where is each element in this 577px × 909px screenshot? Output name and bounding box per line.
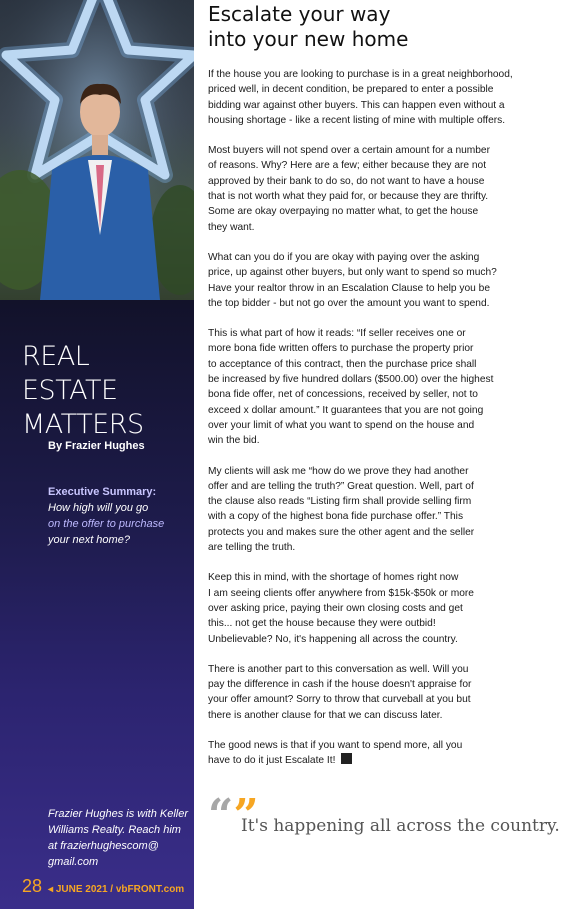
paragraph-line: Keep this in mind, with the shortage of homes right now bbox=[208, 572, 459, 584]
paragraph-line: have to do it just Escalate It! bbox=[208, 755, 336, 767]
paragraph-line-wrap bbox=[208, 753, 533, 768]
summary-label: Executive Summary: bbox=[48, 486, 157, 498]
paragraph-line: there is another clause for that we can discuss later. bbox=[208, 709, 443, 721]
byline: By Frazier Hughes bbox=[48, 440, 145, 452]
article-paragraph bbox=[208, 67, 533, 128]
article-paragraph bbox=[208, 326, 533, 448]
paragraph-line: with a copy of the highest bona fide purchase offer.” This bbox=[208, 511, 464, 523]
bio-line: at frazierhughescom@ bbox=[48, 840, 159, 852]
column-title-line: REAL ESTATE bbox=[22, 341, 118, 406]
paragraph-line: protects you and makes sure the other agent and the seller bbox=[208, 526, 475, 538]
summary-line: on the offer to purchase bbox=[48, 518, 165, 530]
paragraph-line: are telling the truth. bbox=[208, 542, 296, 554]
bio-line: gmail.com bbox=[48, 856, 99, 868]
pull-quote-text: It's happening all across the country. bbox=[241, 816, 560, 836]
bio-line: Frazier Hughes is with Keller bbox=[48, 808, 188, 820]
article-paragraph bbox=[208, 738, 533, 769]
paragraph-line: I am seeing clients offer anywhere from $15k-$50k or more bbox=[208, 587, 474, 599]
paragraph-line: Unbelievable? No, it's happening all across the country. bbox=[208, 633, 458, 645]
headline-line: into your new home bbox=[208, 27, 409, 51]
paragraph-line: This is what part of how it reads: “If seller receives one or bbox=[208, 328, 466, 340]
bio-line: Williams Realty. Reach him bbox=[48, 824, 181, 836]
paragraph-line: housing shortage - like a recent listing of mine with multiple offers. bbox=[208, 114, 506, 126]
paragraph-line: What can you do if you are okay with paying over the asking bbox=[208, 251, 480, 263]
paragraph-line: bidding war against other buyers. This can happen even without a bbox=[208, 99, 505, 111]
end-mark-icon bbox=[341, 753, 352, 764]
summary-line: your next home? bbox=[48, 534, 130, 546]
paragraph-line: they want. bbox=[208, 221, 255, 233]
paragraph-line: My clients will ask me “how do we prove they had another bbox=[208, 465, 469, 477]
article-paragraph bbox=[208, 464, 533, 556]
paragraph-line: win the bid. bbox=[208, 435, 260, 447]
paragraph-line: The good news is that if you want to spend more, all you bbox=[208, 739, 463, 751]
issue-info: ◂ JUNE 2021 / vbFRONT.com bbox=[48, 884, 185, 895]
page-number: 28 bbox=[22, 876, 43, 896]
article-paragraph bbox=[208, 662, 533, 723]
headline-line: Escalate your way bbox=[208, 2, 391, 26]
article-body bbox=[208, 67, 533, 784]
paragraph-line: Most buyers will not spend over a certain amount for a number bbox=[208, 145, 490, 157]
paragraph-line: over asking price, paying their own closing costs and get bbox=[208, 602, 463, 614]
paragraph-line: approved by their bank to do so, do not want to have a house bbox=[208, 175, 485, 187]
paragraph-line: this... not get the house because they were outbid! bbox=[208, 618, 436, 630]
article-paragraph bbox=[208, 143, 533, 235]
quote-marks-icon: “” bbox=[208, 790, 259, 841]
paragraph-line: be increased by five hundred dollars ($500.00) over the highest bbox=[208, 374, 494, 386]
paragraph-line: price, up against other buyers, but only want to spend so much? bbox=[208, 267, 497, 279]
article-paragraph bbox=[208, 250, 533, 311]
executive-summary bbox=[48, 484, 188, 548]
paragraph-line: the clause also reads “Listing firm shall provide selling firm bbox=[208, 496, 472, 508]
column-title bbox=[22, 340, 192, 442]
paragraph-line: priced well, in decent condition, be prepared to enter a possible bbox=[208, 84, 494, 96]
paragraph-line: offer and are telling the truth?” Great question. Well, part of bbox=[208, 480, 474, 492]
author-bio bbox=[48, 806, 188, 870]
article-headline bbox=[208, 2, 568, 52]
paragraph-line: pay the difference in cash if the house doesn't appraise for bbox=[208, 679, 472, 691]
paragraph-line: of reasons. Why? Here are a few; either because they are not bbox=[208, 160, 487, 172]
paragraph-line: exceed x dollar amount.” It guarantees that you are not going bbox=[208, 404, 484, 416]
paragraph-line: to acceptance of this contract, then the purchase price shall bbox=[208, 358, 477, 370]
paragraph-line: bona fide offer, net of concessions, received by seller, not to bbox=[208, 389, 478, 401]
paragraph-line: the top bidder - but not go over the amount you want to spend. bbox=[208, 297, 490, 309]
paragraph-line: Have your realtor throw in an Escalation Clause to help you be bbox=[208, 282, 491, 294]
article-paragraph bbox=[208, 570, 533, 646]
paragraph-line: If the house you are looking to purchase is in a great neighborhood, bbox=[208, 69, 513, 80]
paragraph-line: your offer amount? Sorry to throw that curveball at you but bbox=[208, 694, 471, 706]
paragraph-line: Some are okay overpaying no matter what, to get the house bbox=[208, 206, 479, 218]
page-footer bbox=[22, 876, 184, 897]
paragraph-line: over your limit of what you want to spend on the house and bbox=[208, 419, 475, 431]
paragraph-line: There is another part to this conversation as well. Will you bbox=[208, 663, 469, 675]
column-title-line: MATTERS bbox=[22, 409, 144, 440]
author-photo bbox=[0, 0, 194, 300]
paragraph-line: that is not worth what they paid for, or because they are thrifty. bbox=[208, 191, 489, 203]
summary-line: How high will you go bbox=[48, 502, 149, 514]
paragraph-line: more bona fide written offers to purchase the property prior bbox=[208, 343, 474, 355]
